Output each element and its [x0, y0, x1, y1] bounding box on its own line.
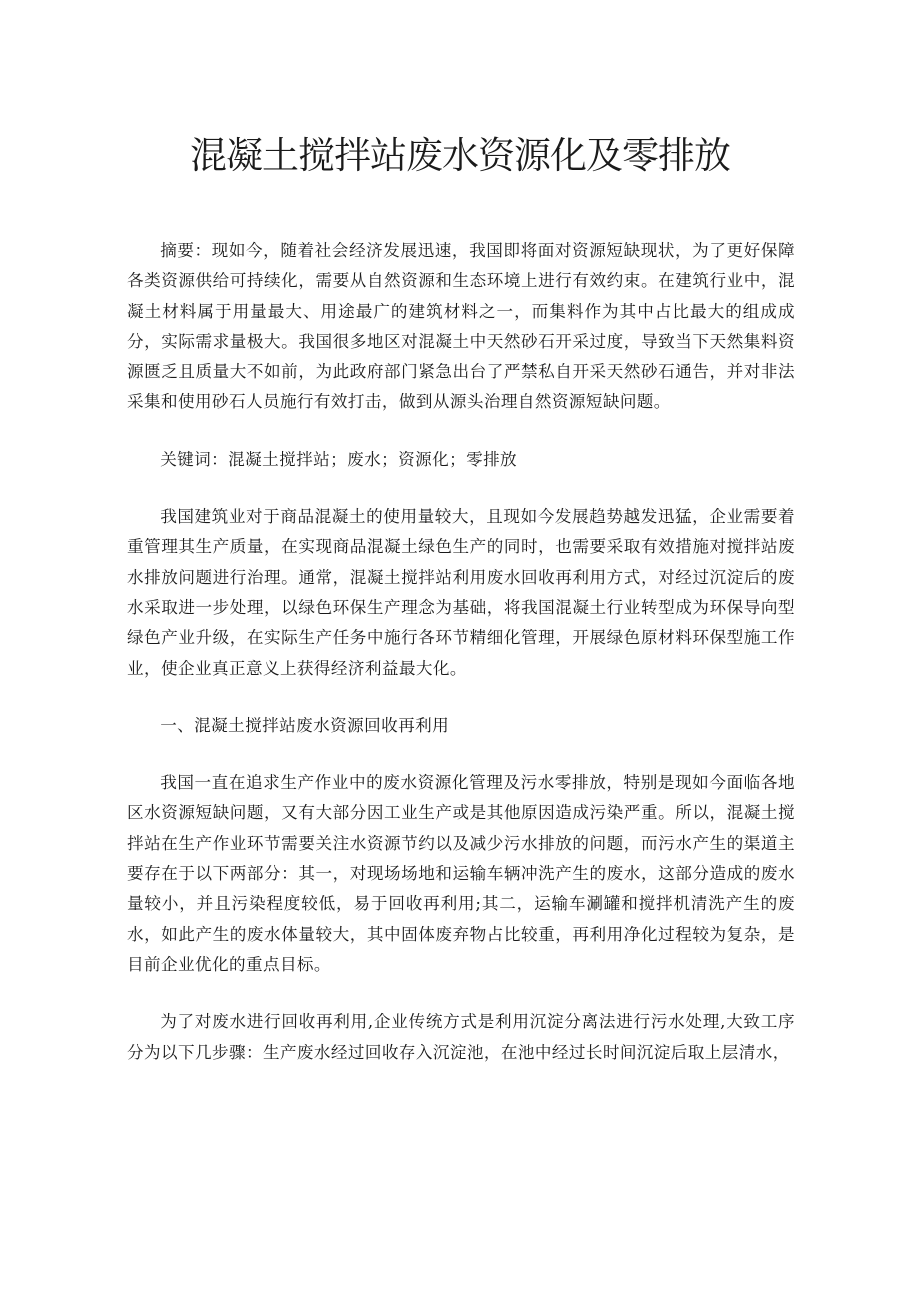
abstract-paragraph: 摘要：现如今，随着社会经济发展迅速，我国即将面对资源短缺现状，为了更好保障各类资源供给可持续化，需要从自然资源和生态环境上进行有效约束。在建筑行业中，混凝土材料属于用量最大、用途最广的建筑材料之一，而集料作为其中占比最大的组成成分，实际需求量极大。我国很多地区对混凝土中天然砂石开采过度，导致当下天然集料资源匮乏且质量大不如前，为此政府部门紧急出台了严禁私自开采天然砂石通告，并对非法采集和使用砂石人员施行有效打击，做到从源头治理自然资源短缺问题。 — [127, 241, 795, 412]
body-paragraph: 我国一直在追求生产作业中的废水资源化管理及污水零排放，特别是现如今面临各地区水资源短缺问题，又有大部分因工业生产或是其他原因造成污染严重。所以，混凝土搅拌站在生产作业环节需要关注水资源节约以及减少污水排放的问题，而污水产生的渠道主要存在于以下两部分：其一，对现场场地和运输车辆冲洗产生的废水，这部分造成的废水量较小，并且污染程度较低，易于回收再利用;其二，运输车涮罐和搅拌机清洗产生的废水，如此产生的废水体量较大，其中固体废弃物占比较重，再利用净化过程较为复杂，是目前企业优化的重点目标。 — [127, 773, 795, 974]
intro-paragraph: 我国建筑业对于商品混凝土的使用量较大，且现如今发展趋势越发迅猛，企业需要着重管理其生产质量，在实现商品混凝土绿色生产的同时，也需要采取有效措施对搅拌站废水排放问题进行治理。通常，混凝土搅拌站利用废水回收再利用方式，对经过沉淀后的废水采取进一步处理，以绿色环保生产理念为基础，将我国混凝土行业转型成为环保导向型绿色产业升级，在实际生产任务中施行各环节精细化管理，开展绿色原材料环保型施工作业，使企业真正意义上获得经济利益最大化。 — [127, 507, 795, 678]
keywords-paragraph: 关键词：混凝土搅拌站；废水；资源化；零排放 — [160, 449, 518, 469]
body-paragraph: 为了对废水进行回收再利用,企业传统方式是利用沉淀分离法进行污水处理,大致工序分为以下几步骤：生产废水经过回收存入沉淀池，在池中经过长时间沉淀后取上层清水， — [127, 1012, 795, 1062]
section-heading: 一、混凝土搅拌站废水资源回收再利用 — [160, 715, 450, 735]
document-title: 混凝土搅拌站废水资源化及零排放 — [190, 134, 730, 177]
document-body — [127, 236, 795, 1095]
